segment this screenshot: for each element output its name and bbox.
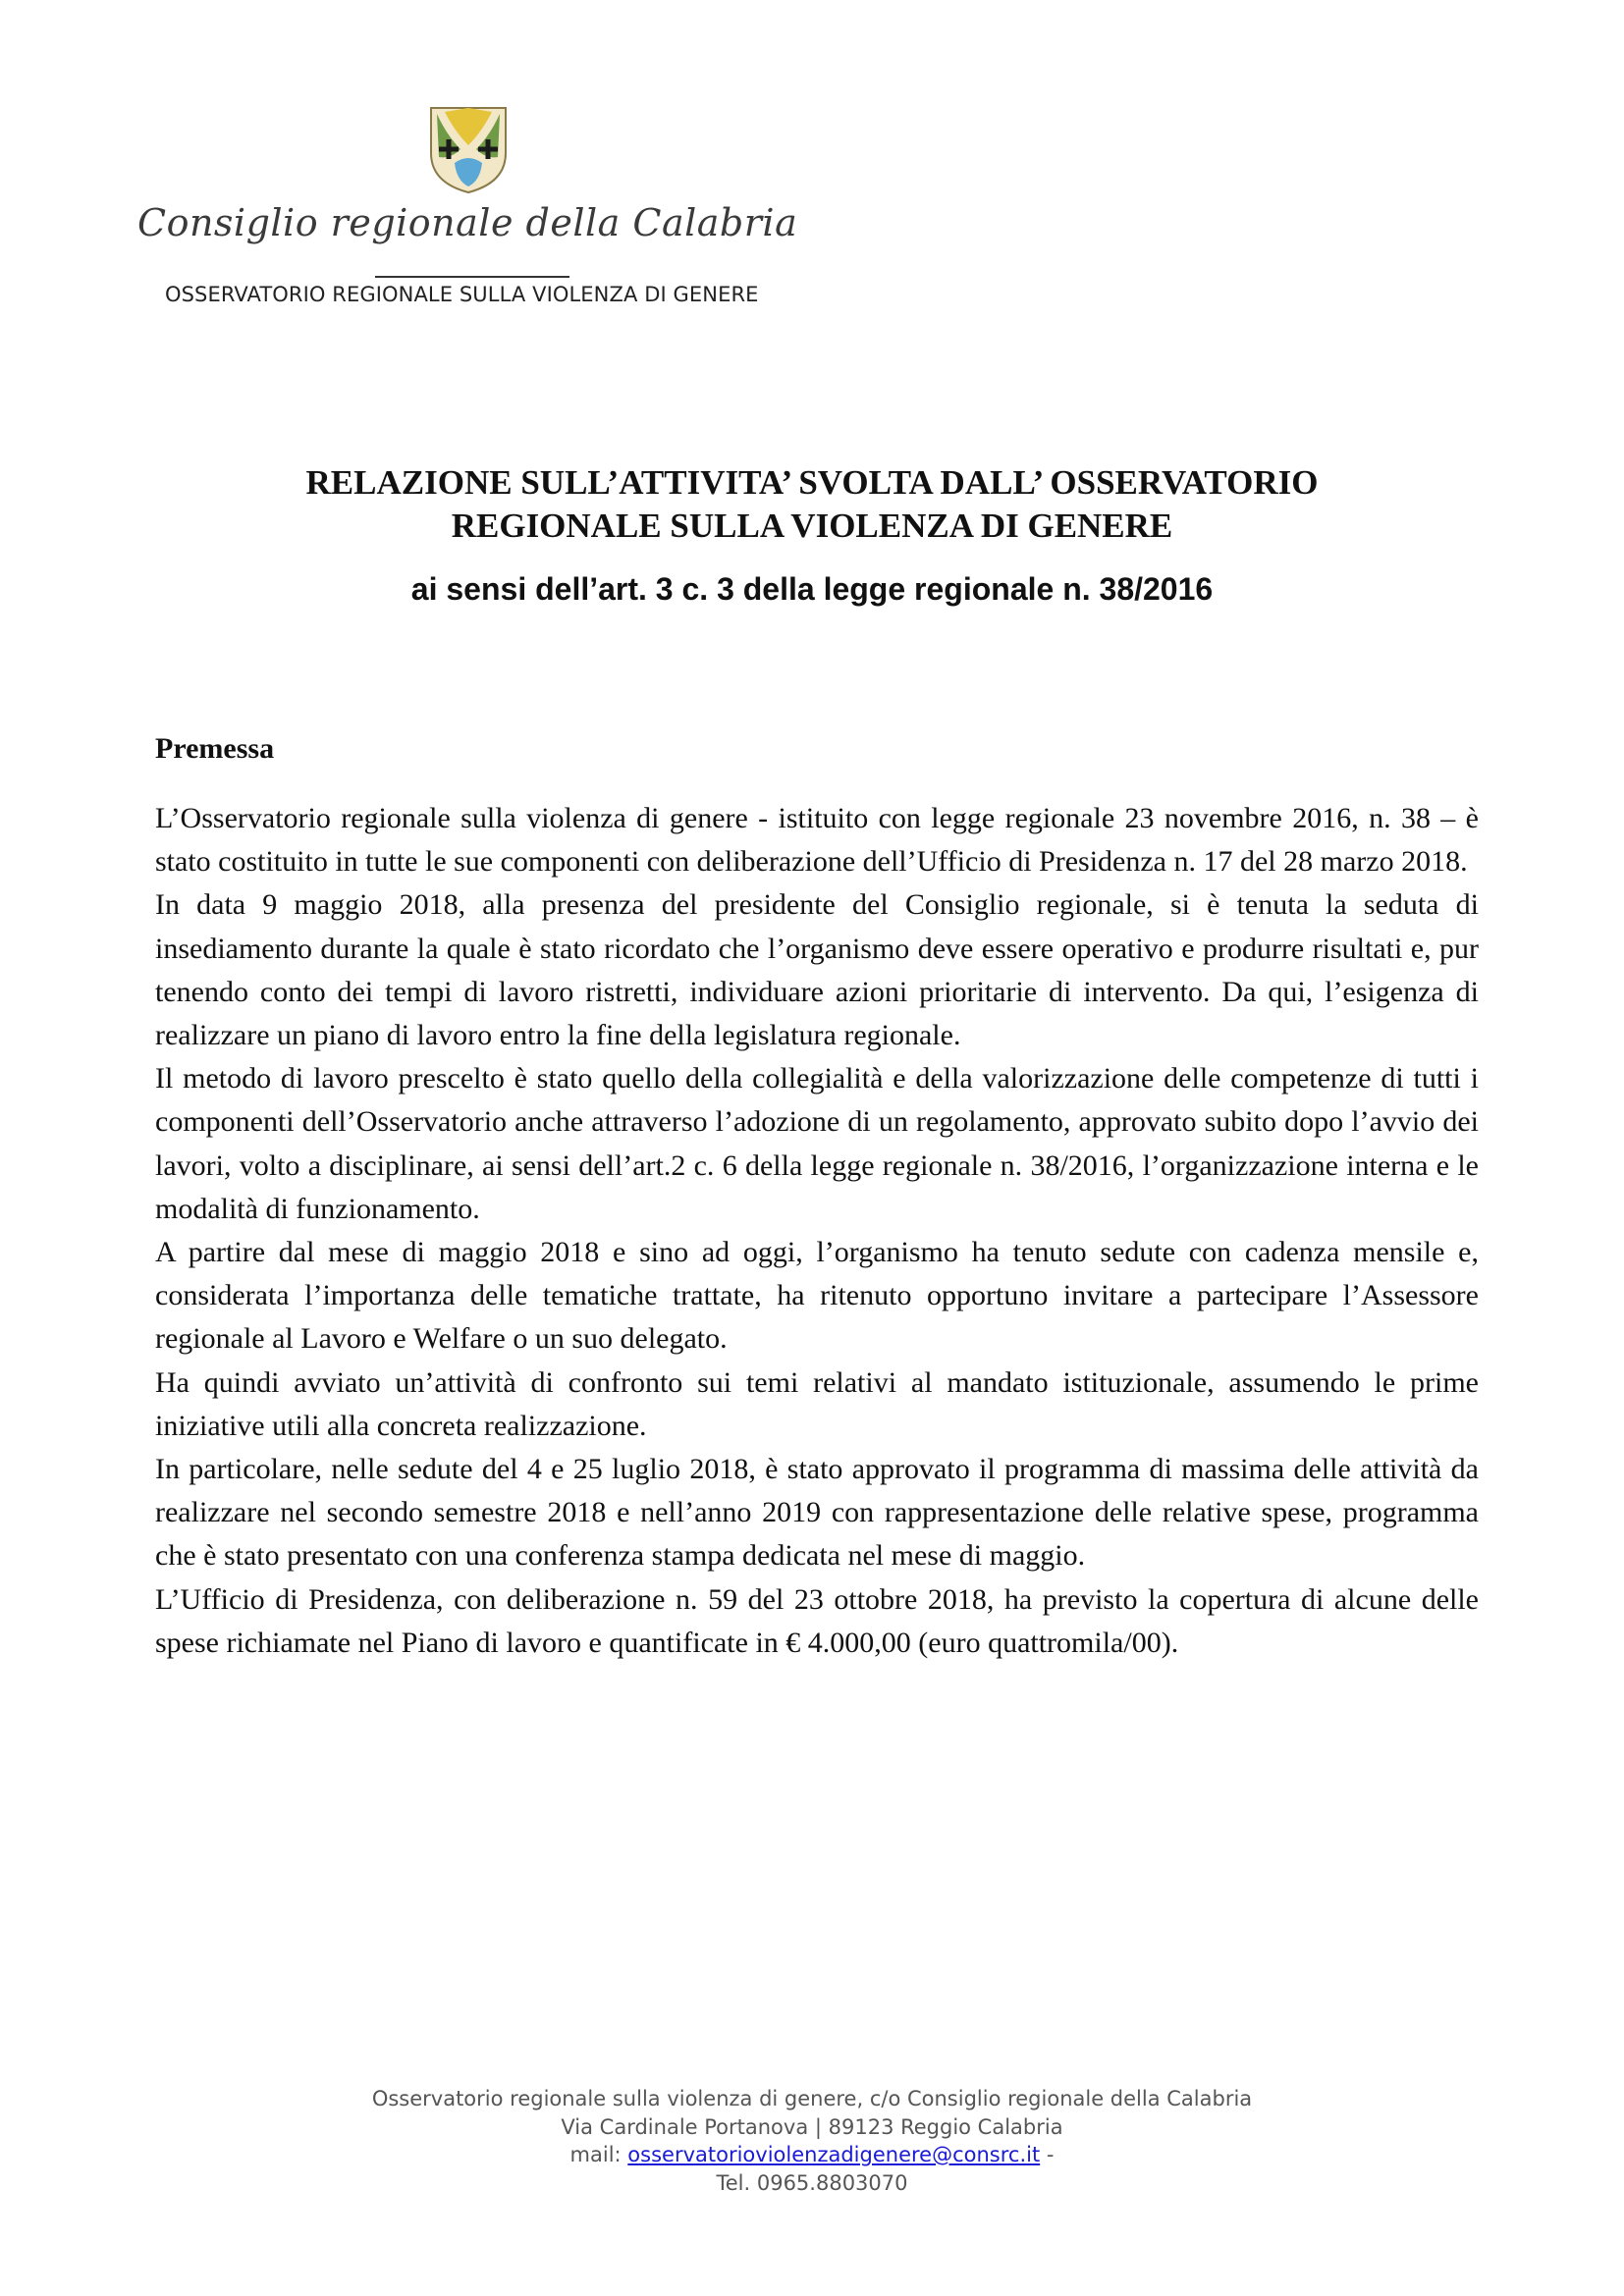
footer-mail-line: [0, 2141, 1624, 2169]
letterhead-divider: [375, 276, 569, 278]
paragraph: L’Ufficio di Presidenza, con deliberazione n. 59 del 23 ottobre 2018, ha previsto la copertura di alcune delle spese richiamate nel Piano di lavoro e quantificate in € 4.000,00 (euro quattromila/00).: [155, 1582, 1479, 1659]
paragraph: L’Osservatorio regionale sulla violenza di genere - istituito con legge regionale 23 novembre 2016, n. 38 – è stato costituito in tutte le sue componenti con deliberazione dell’Ufficio di Presidenza n. 17 del 28 marzo 2018.: [155, 802, 1479, 879]
paragraph: Ha quindi avviato un’attività di confronto sui temi relativi al mandato istituzionale, assumendo le prime iniziative utili alla concreta realizzazione.: [155, 1365, 1479, 1442]
footer-mail-label: mail:: [569, 2143, 628, 2166]
footer-email-link[interactable]: osservatorioviolenzadigenere@consrc.it: [627, 2143, 1041, 2166]
title-subtitle: ai sensi dell’art. 3 c. 3 della legge regionale n. 38/2016: [410, 571, 1214, 607]
observatory-header: OSSERVATORIO REGIONALE SULLA VIOLENZA DI GENERE: [165, 283, 759, 306]
regional-coat-of-arms-icon: [425, 102, 512, 196]
paragraph: In data 9 maggio 2018, alla presenza del presidente del Consiglio regionale, si è tenuta la seduta di insediamento durante la quale è stato ricordato che l’organismo deve essere operativo e produrre risultati e, pur tenendo conto dei tempi di lavoro ristretti, individuare azioni prioritarie di intervento. Da qui, l’esigenza di realizzare un piano di lavoro entro la fine della legislatura regionale.: [155, 888, 1479, 1052]
page-footer: [0, 2085, 1624, 2197]
paragraph: A partire dal mese di maggio 2018 e sino ad oggi, l’organismo ha tenuto sedute con cadenza mensile e, considerata l’importanza delle tematiche trattate, ha ritenuto opportuno invitare a partecipare l’Assessore regionale al Lavoro e Welfare o un suo delegato.: [155, 1236, 1479, 1356]
document-title: [0, 461, 1624, 609]
paragraph: In particolare, nelle sedute del 4 e 25 luglio 2018, è stato approvato il programma di massima delle attività da realizzare nel secondo semestre 2018 e nell’anno 2019 con rappresentazione delle relative spese, programma che è stato presentato con una conferenza stampa dedicata nel mese di maggio.: [155, 1453, 1479, 1573]
paragraph: Il metodo di lavoro prescelto è stato quello della collegialità e della valorizzazione delle competenze di tutti i componenti dell’Osservatorio anche attraverso l’adozione di un regolamento, approvato subito dopo l’avvio dei lavori, volto a disciplinare, ai sensi dell’art.2 c. 6 della legge regionale n. 38/2016, l’organizzazione interna e le modalità di funzionamento.: [155, 1062, 1479, 1225]
footer-address-line-1: Osservatorio regionale sulla violenza di genere, c/o Consiglio regionale della Calabria: [371, 2087, 1253, 2110]
council-name: Consiglio regionale della Calabria: [137, 201, 798, 244]
footer-mail-suffix: -: [1040, 2143, 1055, 2166]
section-heading: Premessa: [155, 732, 275, 765]
title-line-2: REGIONALE SULLA VIOLENZA DI GENERE: [451, 507, 1173, 545]
footer-address-line-2: Via Cardinale Portanova | 89123 Reggio Calabria: [561, 2114, 1063, 2139]
title-line-1: RELAZIONE SULL’ATTIVITA’ SVOLTA DALL’ OSSERVATORIO: [305, 463, 1319, 502]
footer-phone: Tel. 0965.8803070: [716, 2170, 908, 2195]
body-text: [155, 797, 1479, 1665]
